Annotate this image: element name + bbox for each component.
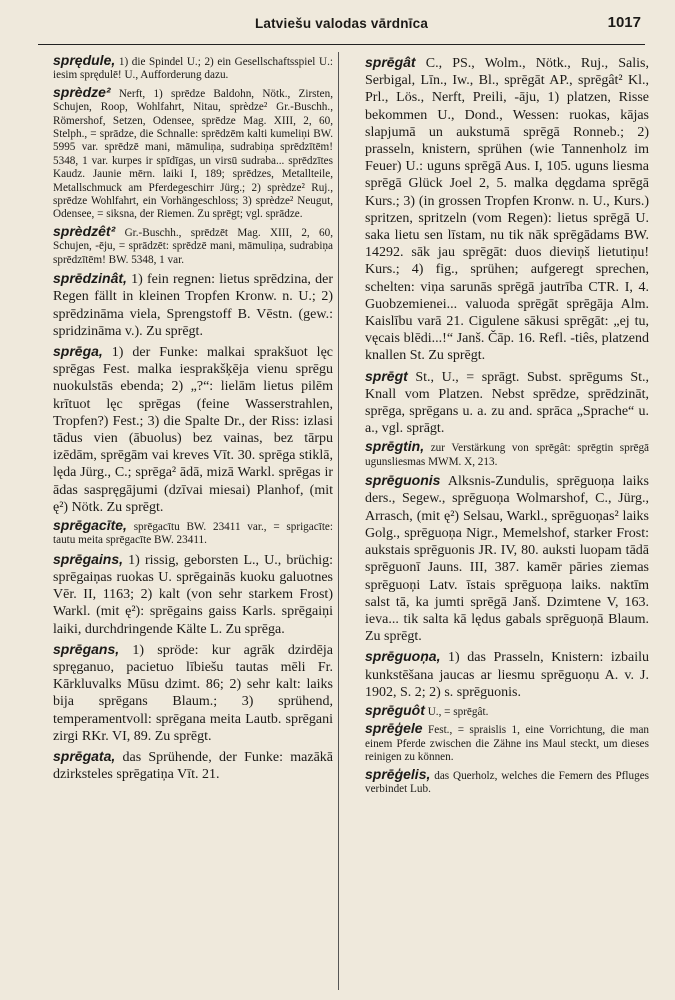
dictionary-entry	[345, 701, 649, 719]
entry-headword: sprędule,	[53, 54, 116, 68]
entry-headword: sprēguonis	[365, 472, 441, 489]
entry-headword: sprēģelis,	[365, 765, 431, 782]
entry-definition: das Sprühende, der Funke: mazākā dzirksteles sprēgatiņa Vīt. 21.	[53, 749, 333, 783]
column-divider	[338, 52, 339, 990]
entry-definition: St., U., = sprāgt. Subst. sprēgums St., Knall vom Platzen. Nebst sprēdze, sprēdzināt, sprēga, sprēgans u. a. zu and. sprāca „Sprache“ u. a., vgl. sprāgt.	[365, 369, 649, 437]
dictionary-entry	[345, 472, 649, 645]
entry-definition: 1) das Prasseln, Knistern: izbailu kunkstēšana jaucas ar liesmu sprēguoņu A. v. J. 1902, S. 2; 2) s. sprēguonis.	[365, 650, 649, 700]
entry-headword: sprēga,	[53, 342, 103, 359]
entry-headword: sprēgât	[365, 54, 416, 70]
entry-definition: Gr.-Buschh., sprēdzēt Mag. XIII, 2, 60, Schujen, -ēju, = sprādzēt: sprēdzē mani, māmuliņa, sudrabiņa sprēdzītēm! BW. 5348, 1 var.	[53, 226, 333, 266]
dictionary-entry	[33, 343, 333, 516]
entry-definition: 1) fein regnen: lietus sprēdzina, der Regen fällt in kleinen Tropfen Kronw. n. U.; 2) sprēdzināma viela, Sprengstoff B. Vēstn. (gew.: spridzināma v.). Zu sprēgt.	[53, 272, 333, 339]
dictionary-entry	[33, 516, 333, 548]
entry-definition: das Querholz, welches die Femern des Pfluges verbindet Lub.	[365, 769, 649, 795]
entry-headword: sprēgtin,	[365, 438, 425, 455]
dictionary-entry	[345, 722, 649, 764]
entry-headword: sprèdze²	[53, 83, 111, 100]
entry-headword: sprēgata,	[53, 747, 116, 764]
dictionary-entry	[33, 270, 333, 340]
entry-definition: sprēgacītu BW. 23411 var., = sprigacīte: tautu meita sprēgacīte BW. 23411.	[53, 520, 333, 547]
entry-definition: 1) spröde: kur agrāk dzirdēja spręganuo, pacietuo lībiešu tautas mēli Fr. Kārkluvalks Mūsu dzimt. 86; 2) sehr kalt: laiks bija sprēgans Blaum.; 3) sprühend, temperamentvoll: sprēgana meita Lautb. sprēgani zirgi RKr. VI, 89. Zu sprēgt.	[53, 642, 333, 744]
entry-headword: sprēģele	[365, 720, 423, 737]
entry-headword: sprēgains,	[53, 550, 124, 567]
entry-definition: 1) die Spindel U.; 2) ein Gesellschaftsspiel U.: iesim sprędulē! U., Aufforderung dazu.	[53, 56, 333, 82]
entry-headword: sprēdzinât,	[53, 270, 127, 287]
entry-headword: sprēgacīte,	[53, 516, 127, 533]
entry-definition: Fest., = spraislis 1, eine Vorrichtung, die man einem Pferde zwischen die Zähne ins Maul steckt, um dieses reinigen zu können.	[365, 724, 649, 764]
dictionary-entry	[33, 641, 333, 745]
entry-headword: sprēguôt	[365, 701, 425, 718]
entry-headword: sprēgans,	[53, 640, 120, 657]
entry-definition: Alksnis-Zundulis, sprēguoņa laiks ders., Segew., sprēguoņa Wolmarshof, C., Jürg., Arrasch, (mit ę²) Selsau, Warkl., sprēguoņas² laiks Golg., sprēguoņa Nigr., Memelshof, starker Frost: aukstais sprēguonis JR. IV, 80. auksti luopam tādā sprēguonī Jauns. III, 387. kamēr pāries ziemas sprēguoņi Latv. īstais sprēguoņa laiks. naktīm salst tā, ka jumti sprēgā Janš. Dzimtene V, 163. ieva... tik salta kā lędus gabals sprēguoņā Blaum. Zu sprēgt.	[365, 474, 649, 645]
entry-definition: 1) rissig, geborsten L., U., brüchig: sprēgaiņas ruokas U. sprēgainās kuoku galuotnes Vēr. II, 1163; 2) kalt (von sehr starkem Frost) Warkl. (mit ę²): sprēgains gaiss Karls. sprēgaiņi laiki, durchdringende Kälte L. Zu sprēga.	[53, 552, 333, 637]
page-title: Latviešu valodas vārdnīca	[254, 16, 429, 31]
entry-headword: sprēguoņa,	[365, 648, 441, 665]
page-number: 1017	[607, 14, 641, 31]
entry-definition: zur Verstärkung von sprēgât: sprēgtin sprēgā ugunsliesmas MWM. X, 213.	[365, 442, 649, 468]
dictionary-entry	[345, 368, 649, 438]
entry-definition: Nerft, 1) sprēdze Baldohn, Nötk., Zirsten, Schujen, Roop, Wohlfahrt, Nitau, sprèdze² Gr.-Buschh., Römershof, Setzen, Odensee, sprēdze Mag. XIII, 2, 60, Stelph., = sprādze, die Schnalle: sprēdzēm kalti kumeliņi BW. 5995 var. sprēdzē mani, māmuliņa, sudrabiņa sprēdzītēm! 5348, 1 var. kurpes ir spīdīgas, un virsū sudraba... sprēdzītes Kaudz. Jaunie mērn. laiki I, 189; sprēdzes, Metallteile, Metallschmuck am Pferdegeschirr Jürg.; 2) sprèdze² Ruj., sprēdze Wohlfahrt, ein Vorhängeschloss; 3) sprèdze² Neugut, Odensee, = siksna, der Riemen. Zu sprēgt; vgl. sprādze.	[53, 87, 333, 221]
dictionary-entry	[33, 748, 333, 783]
entry-definition: 1) der Funke: malkai sprakšuot lęc sprēgas Fest. malka iesprakšķēja vienu sprēgu nuokulstās ebenda; 2) „?“: lielām lietus pilēm krītuot lęc sprēgas (feine Wasserstrahlen, Tropfen?) Fest.; 3) die Spalte Dr., der Riss: izlasi tādus vien (ābuolus) bez vainas, bez tārpu izēdām, sprēgām vai kreves Vīt. 30. sprēga stiklā, lęda Jürg., C.; sprēga² ādā, mizā Warkl. sprēgas ir ādas saspręgājumi (dzīvai miesai) Planhof, (mit ę²) Nötk. Zu sprēgt.	[53, 344, 333, 515]
dictionary-entry	[33, 83, 333, 222]
dictionary-entry	[33, 551, 333, 638]
entry-headword: sprēgt	[365, 367, 408, 384]
dictionary-entry	[33, 222, 333, 267]
dictionary-entry	[345, 440, 649, 469]
dictionary-entry	[33, 54, 333, 83]
right-column	[345, 54, 649, 996]
left-column	[33, 54, 333, 996]
dictionary-entry	[345, 765, 649, 797]
dictionary-entry	[345, 54, 649, 365]
entry-headword: sprèdzêt²	[53, 222, 116, 239]
page-header	[38, 10, 645, 45]
entry-definition: U., = sprēgât.	[427, 705, 489, 718]
entry-definition: C., PS., Wolm., Nötk., Ruj., Salis, Serbigal, Līn., Iw., Bl., sprēgāt AP., sprēgât² Kl., Prl., Lös., Nerft, Preili, -āju, 1) platzen, Risse bekommen U., Dond., Wessen: ruokas, kājas slapjumā un aukstumā sprēgā Ronneb.; 2) prasseln, knistern, sprühen (wie Tannenholz im Feuer) U.: uguns sprēgā Aus. I, 105. uguns liesma sprēgā Glück Joel 2, 5. malka dęgdama sprēgā Kurs.; 3) (in grossen Tropfen Kronw. n. U., Kurs.) spritzen, spritzeln (vom Regen): lietus sprēgā U. saka lietu sen līstam, nu tik nāk sprēgādams BW. 14292. sāk jau sprēgāt: duos dieviņš lietutiņu! Kurs.; 4) fig., sprühen; aufgeregt sprechen, schelten: viņa sarunās sprēgā jautrība CTR. I, 4. Guobzemienei... valuoda sprēgāt sprēgāja Alm. Kaislību varā 21. Cigulene sākusi sprēgāt: „ej tu, vęcais blēdi...!“ Janš. Čāp. 16. Refl. -tiês, platzend knallen St. Zu sprēgt.	[365, 56, 649, 364]
dictionary-entry	[345, 648, 649, 701]
